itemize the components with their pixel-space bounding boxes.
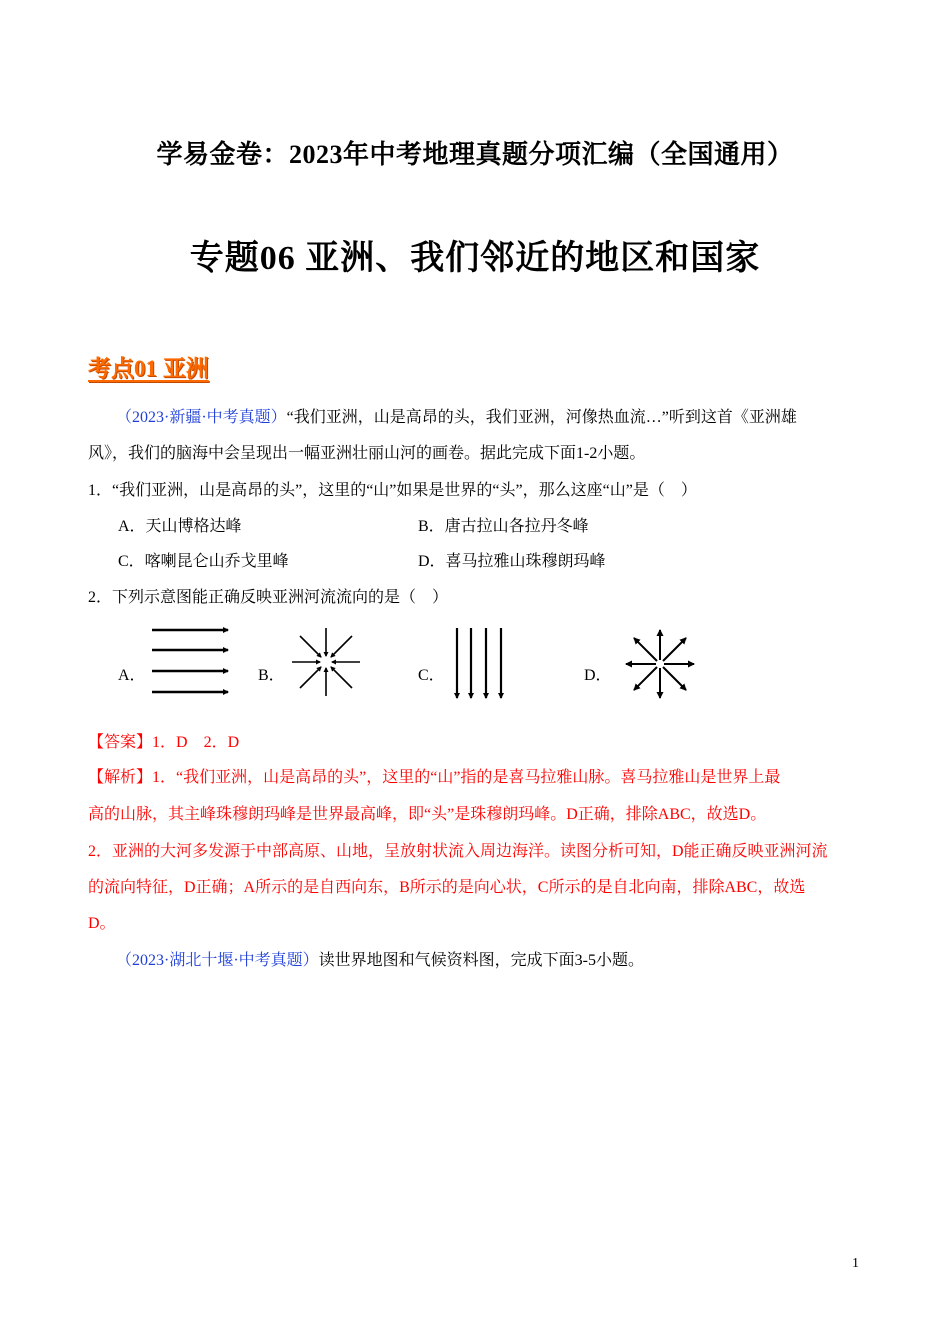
question-2-stem: 2．下列示意图能正确反映亚洲河流流向的是（ ）: [88, 589, 449, 606]
answer-text: 1．D 2．D: [152, 734, 240, 751]
converging-arrows-icon: [290, 626, 362, 698]
intro-paragraph-1: [116, 410, 797, 426]
intro-paragraph-1-cont: 风》，我们的脑海中会呈现出一幅亚洲壮丽山河的画卷。据此完成下面1-2小题。: [88, 445, 646, 462]
analysis-label: 【解析】: [88, 769, 153, 786]
section-heading: 考点01 亚洲: [88, 356, 209, 381]
question-source: （2023·新疆·中考真题）: [116, 409, 287, 426]
analysis-line-1: [88, 770, 780, 786]
analysis-line-2: 高的山脉，其主峰珠穆朗玛峰是世界最高峰，即“头”是珠穆朗玛峰。D正确，排除ABC，故选D。: [88, 806, 767, 823]
question-source-2: （2023·湖北十堰·中考真题）: [116, 952, 319, 969]
topic-title: 专题06 亚洲、我们邻近的地区和国家: [189, 240, 761, 277]
question-1-option-d: D．喜马拉雅山珠穆朗玛峰: [418, 553, 606, 570]
radiating-arrows-icon: [622, 626, 698, 702]
intro-paragraph-2: [116, 953, 644, 969]
north-to-south-arrows-icon: [450, 626, 510, 702]
question-1-option-c: C．喀喇昆仑山乔戈里峰: [118, 553, 289, 570]
intro-text-2: 读世界地图和气候资料图，完成下面3-5小题。: [318, 952, 645, 969]
west-to-east-arrows-icon: [148, 624, 232, 700]
analysis-line-3: 2．亚洲的大河多发源于中部高原、山地，呈放射状流入周边海洋。读图分析可知，D能正确反映亚洲河流: [88, 843, 828, 860]
analysis-text-1: 1．“我们亚洲，山是高昂的头”，这里的“山”指的是喜马拉雅山脉。喜马拉雅山是世界上最: [152, 769, 781, 786]
figure-label-a: A．: [118, 667, 146, 684]
intro-text: “我们亚洲，山是高昂的头，我们亚洲，河像热血流…”听到这首《亚洲雄: [286, 409, 797, 426]
analysis-line-5: D。: [88, 915, 116, 932]
page-number: 1: [852, 1256, 859, 1271]
figure-label-b: B．: [258, 667, 285, 684]
answer-line: [88, 735, 239, 751]
answer-label: 【答案】: [88, 734, 153, 751]
analysis-line-4: 的流向特征，D正确；A所示的是自西向东，B所示的是向心状，C所示的是自北向南，排除ABC，故选: [88, 879, 806, 896]
document-title: 学易金卷：2023年中考地理真题分项汇编（全国通用）: [156, 140, 794, 169]
question-1-option-b: B．唐古拉山各拉丹冬峰: [418, 518, 589, 535]
question-1-option-a: A．天山博格达峰: [118, 518, 242, 535]
figure-label-c: C．: [418, 667, 445, 684]
question-1-stem: 1．“我们亚洲，山是高昂的头”，这里的“山”如果是世界的“头”，那么这座“山”是（ ）: [88, 482, 697, 499]
figure-label-d: D．: [584, 667, 612, 684]
